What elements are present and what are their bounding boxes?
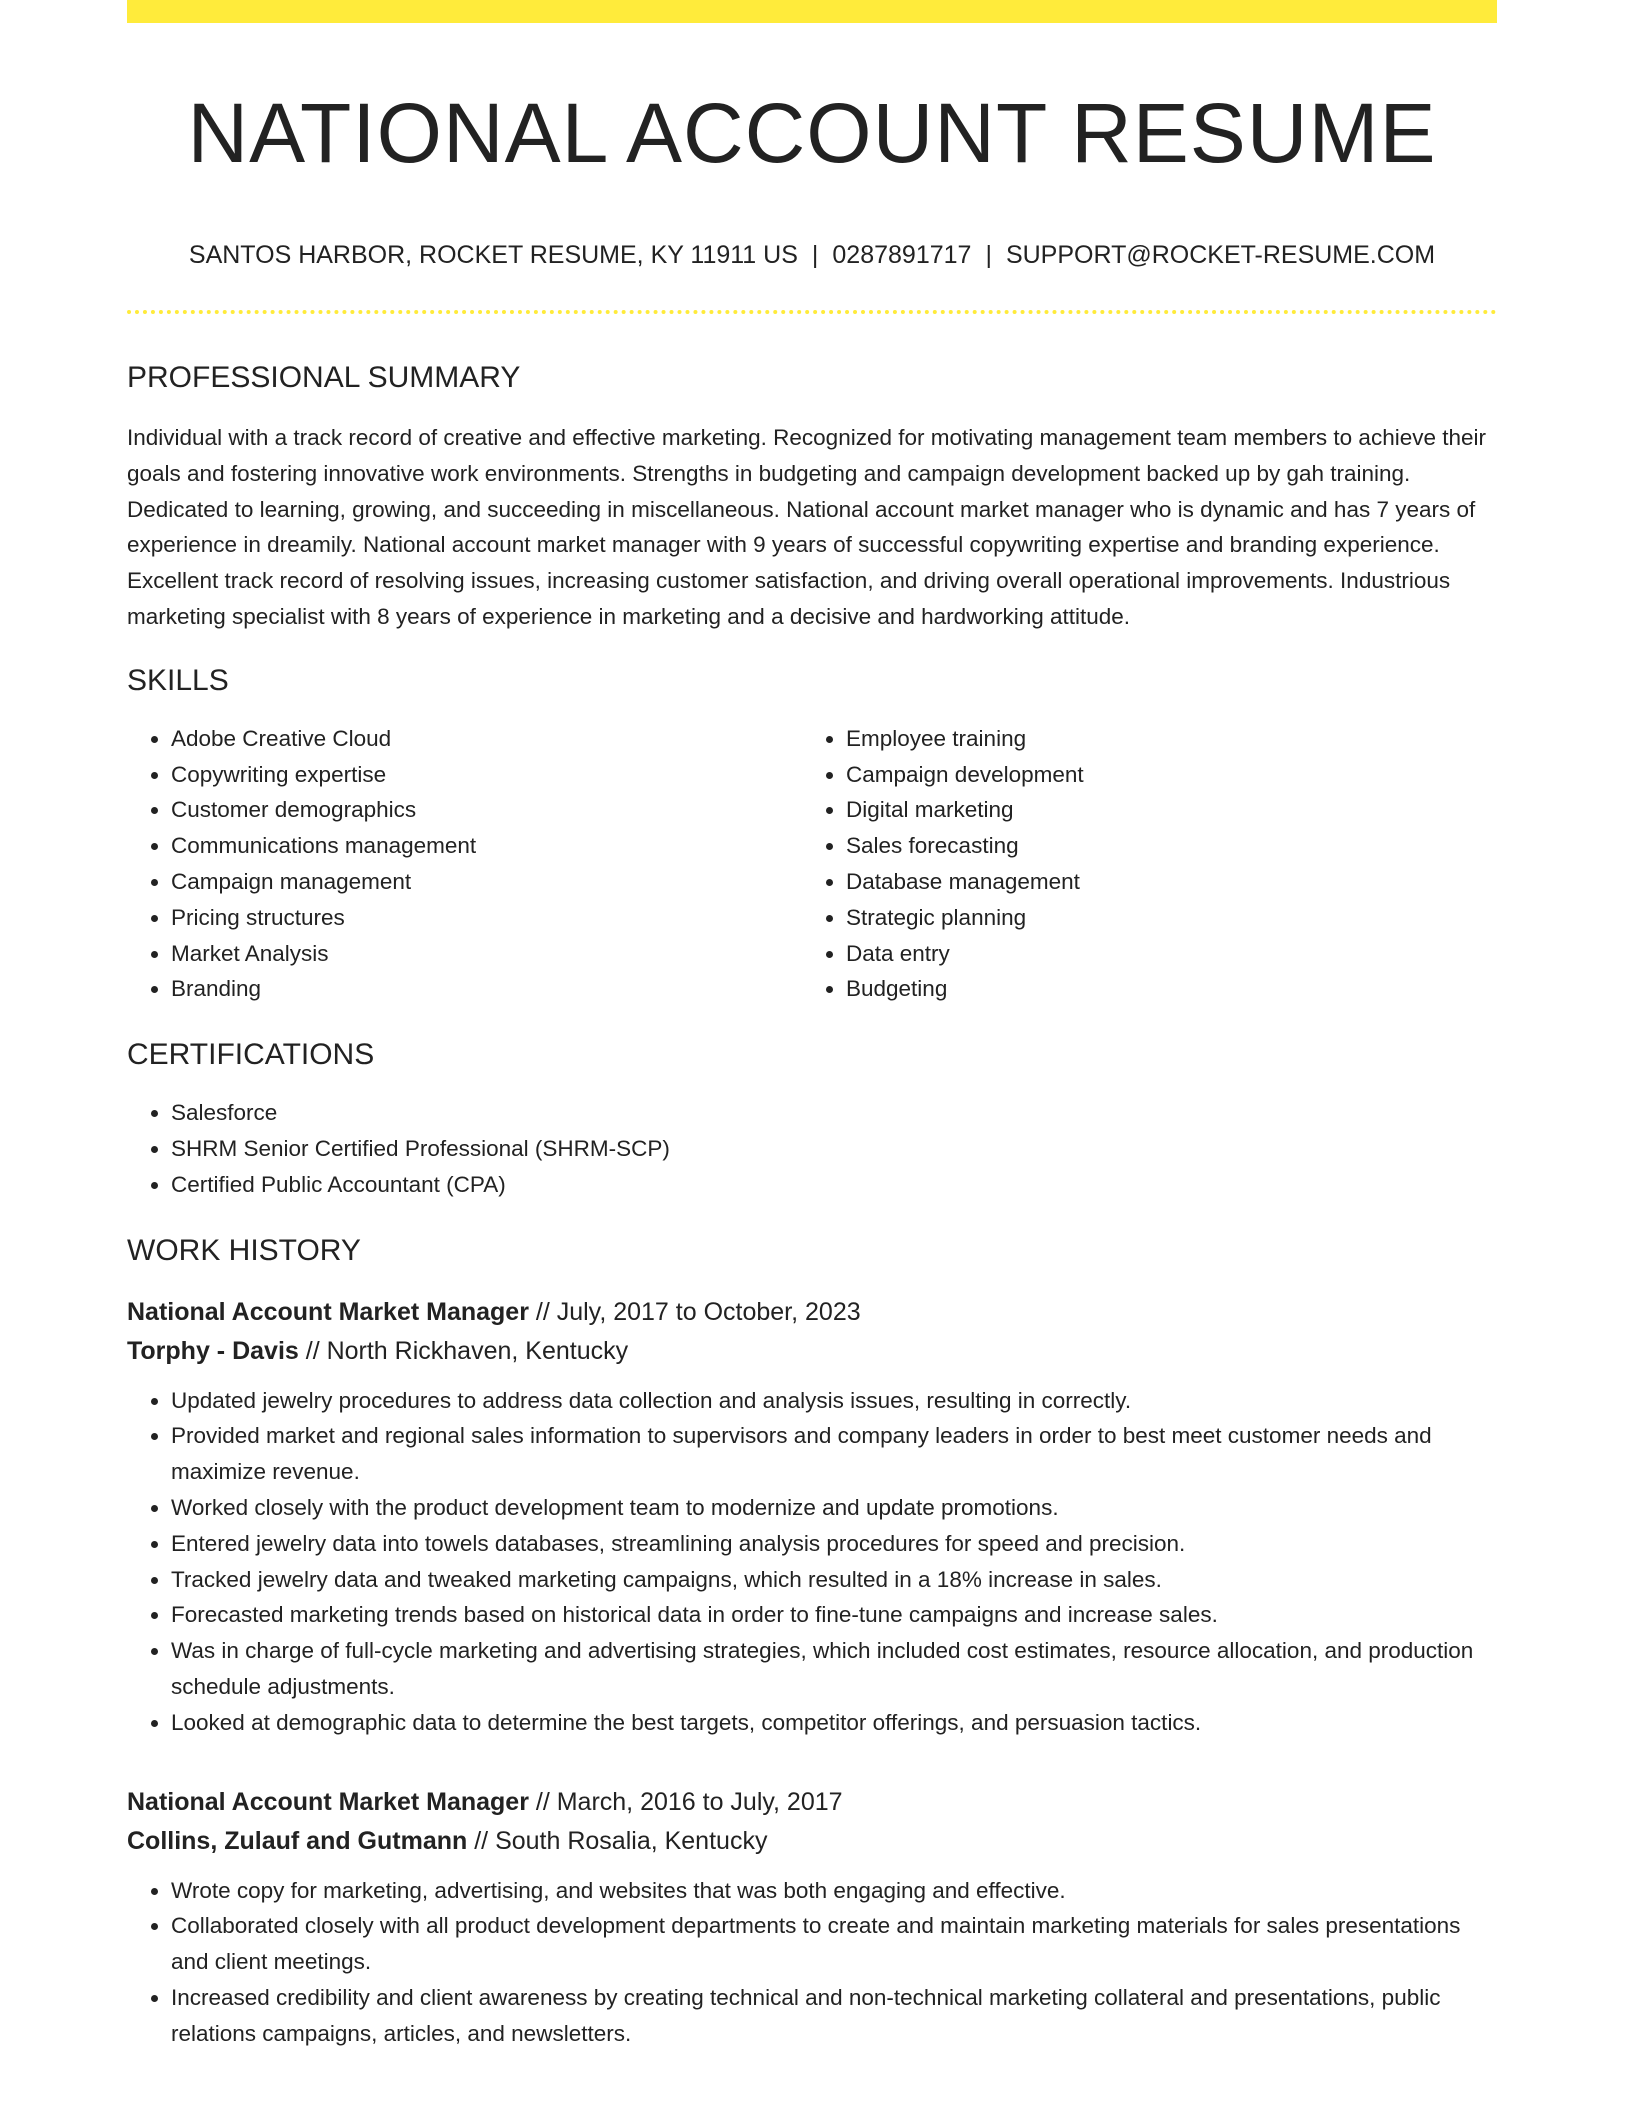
skill-item: • Campaign development [846, 757, 1477, 793]
job-title-line [127, 1293, 1497, 1332]
duty-item: • Forecasted marketing trends based on historical data in order to fine-tune campaigns and increase sales. [171, 1597, 1497, 1633]
certification-item: • SHRM Senior Certified Professional (SHRM-SCP) [171, 1131, 1497, 1167]
job-company-line [127, 1332, 1497, 1371]
work-history-heading: WORK HISTORY [127, 1233, 361, 1267]
dotted-divider [127, 310, 1497, 314]
duty-item: • Tracked jewelry data and tweaked marketing campaigns, which resulted in a 18% increase in sales. [171, 1562, 1497, 1598]
contact-separator: | [985, 241, 992, 269]
certification-item: • Salesforce [171, 1095, 1497, 1131]
job-duties-list [127, 1383, 1497, 1741]
job-dates: // July, 2017 to October, 2023 [528, 1297, 861, 1326]
job-entry [127, 1293, 1497, 1741]
job-location: // South Rosalia, Kentucky [467, 1826, 768, 1855]
skill-item: • Strategic planning [846, 900, 1477, 936]
certifications-list [127, 1095, 1497, 1202]
duty-item: • Wrote copy for marketing, advertising, and websites that was both engaging and effective. [171, 1873, 1497, 1909]
skill-item: • Sales forecasting [846, 828, 1477, 864]
skill-item: • Campaign management [171, 864, 802, 900]
duty-item: • Entered jewelry data into towels databases, streamlining analysis procedures for speed and precision. [171, 1526, 1497, 1562]
skill-item: • Branding [171, 971, 802, 1007]
job-company: Torphy - Davis [127, 1336, 299, 1365]
skill-item: • Digital marketing [846, 792, 1477, 828]
duty-item: • Worked closely with the product development team to modernize and update promotions. [171, 1490, 1497, 1526]
skill-item: • Database management [846, 864, 1477, 900]
duty-item: • Provided market and regional sales information to supervisors and company leaders in order to best meet customer needs and maximize revenue. [171, 1418, 1497, 1490]
job-entry [127, 1783, 1497, 2052]
job-company: Collins, Zulauf and Gutmann [127, 1826, 468, 1855]
certifications-heading: CERTIFICATIONS [127, 1038, 375, 1072]
summary-text: Individual with a track record of creative and effective marketing. Recognized for motivating management team members to achieve their goals and fostering innovative work environments. Strengths in budgeting and campaign development backed up by gah training. Dedicated to learning, growing, and succeeding in miscellaneous. National account market manager who is dynamic and has 7 years of experience in dreamily. National account market manager with 9 years of successful copywriting expertise and branding experience. Excellent track record of resolving issues, increasing customer satisfaction, and driving overall operational improvements. Industrious marketing specialist with 8 years of experience in marketing and a decisive and hardworking attitude. [127, 425, 1486, 629]
skill-item: • Budgeting [846, 971, 1477, 1007]
skill-item: • Employee training [846, 721, 1477, 757]
skills-columns [127, 721, 1497, 1007]
contact-line [127, 239, 1497, 271]
skills-list-left [127, 721, 802, 1007]
job-duties-list [127, 1873, 1497, 2052]
job-title-line [127, 1783, 1497, 1822]
job-role: National Account Market Manager [127, 1787, 529, 1816]
contact-separator: | [811, 241, 819, 269]
skills-list-right [802, 721, 1477, 1007]
job-company-line [127, 1822, 1497, 1861]
skill-item: • Pricing structures [171, 900, 802, 936]
contact-phone: 0287891717 [832, 241, 972, 269]
contact-email: SUPPORT@ROCKET-RESUME.COM [1005, 241, 1436, 269]
duty-item: • Increased credibility and client awareness by creating technical and non-technical marketing collateral and presentations, public relations campaigns, articles, and newsletters. [171, 1980, 1497, 2052]
skill-item: • Data entry [846, 936, 1477, 972]
skill-item: • Market Analysis [171, 936, 802, 972]
skill-item: • Communications management [171, 828, 802, 864]
summary-heading: PROFESSIONAL SUMMARY [127, 361, 521, 394]
job-location: // North Rickhaven, Kentucky [298, 1336, 629, 1365]
resume-content [127, 0, 1497, 2052]
certification-item: • Certified Public Accountant (CPA) [171, 1167, 1497, 1203]
contact-address: SANTOS HARBOR, ROCKET RESUME, KY 11911 US [188, 241, 798, 269]
skill-item: • Copywriting expertise [171, 757, 802, 793]
duty-item: • Collaborated closely with all product development departments to create and maintain marketing materials for sales presentations and client meetings. [171, 1908, 1497, 1980]
skills-heading: SKILLS [127, 663, 229, 697]
duty-item: • Was in charge of full-cycle marketing and advertising strategies, which included cost estimates, resource allocation, and production schedule adjustments. [171, 1633, 1497, 1705]
accent-top-bar [127, 0, 1497, 23]
job-dates: // March, 2016 to July, 2017 [528, 1787, 843, 1816]
job-role: National Account Market Manager [127, 1297, 529, 1326]
skill-item: • Adobe Creative Cloud [171, 721, 802, 757]
resume-name: NATIONAL ACCOUNT RESUME [187, 86, 1437, 180]
duty-item: • Looked at demographic data to determine the best targets, competitor offerings, and persuasion tactics. [171, 1705, 1497, 1741]
duty-item: • Updated jewelry procedures to address data collection and analysis issues, resulting in correctly. [171, 1383, 1497, 1419]
skill-item: • Customer demographics [171, 792, 802, 828]
